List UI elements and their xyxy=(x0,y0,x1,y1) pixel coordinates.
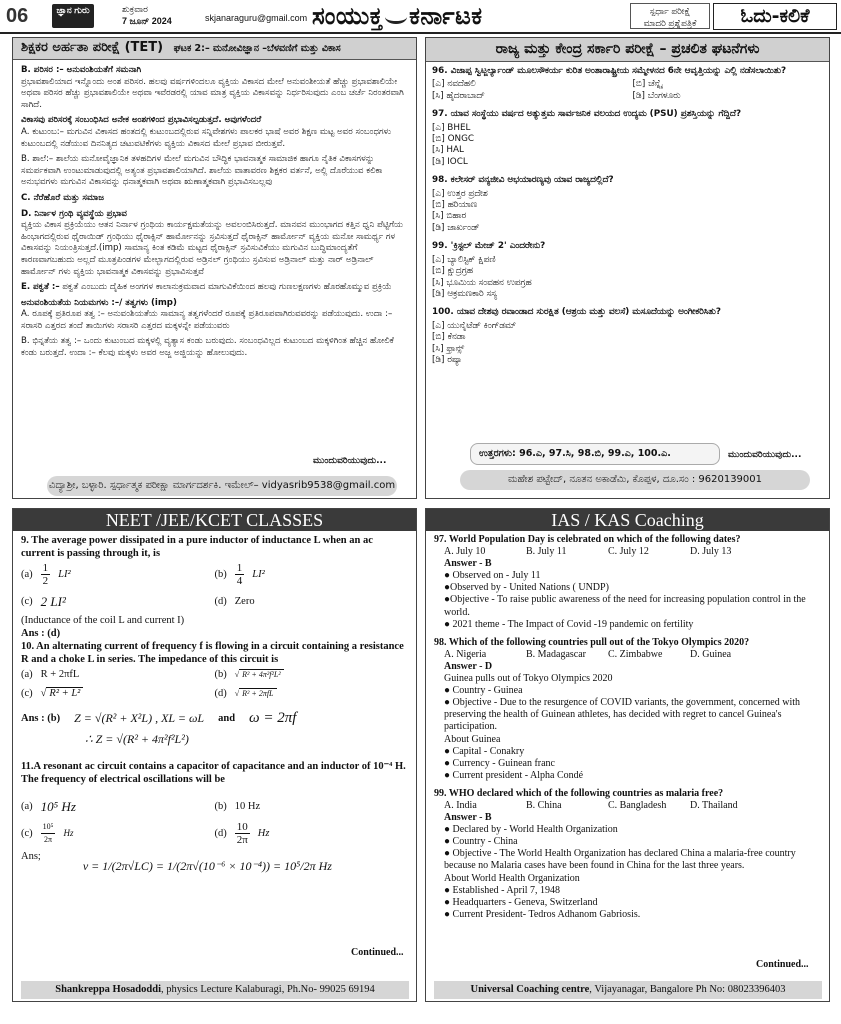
question-options xyxy=(434,649,821,661)
explanation-line: ● Observed on - July 11 xyxy=(444,570,541,582)
numerator: 10 xyxy=(236,821,248,833)
option: [ಸಿ] ಬಿಹಾರ xyxy=(432,211,467,222)
option: [ಎ] ಉತ್ತರ ಪ್ರದೇಶ xyxy=(432,188,488,199)
question-options xyxy=(21,668,408,681)
option: [ಡಿ] ಆಕ್ರಮಣಕಾರಿ ಸಸ್ಯ xyxy=(432,288,498,299)
equation: Z = √(R² + X²L) , XL = ωL xyxy=(74,711,205,725)
answer-derivation xyxy=(21,712,408,725)
tet-paragraph xyxy=(21,336,408,359)
paragraph-heading: C. ನೆರೆಹೊರೆ ಮತ್ತು ಸಮಾಜ xyxy=(21,192,104,203)
continued-note: Continued... xyxy=(756,959,809,970)
continued-note: Continued... xyxy=(351,947,404,958)
option: [ಬಿ] ಕ್ಷುದ್ರಗ್ರಹ xyxy=(432,266,473,277)
option-text: R + 2πfL xyxy=(40,669,80,680)
paragraph-text: A. ರೂಪಕ್ಕೆ ಪ್ರತಿರೂಪ ತತ್ವ :– ಅನುವಂಶಿಯತೆಯ ಸಾಮಾನ್ಯ ತತ್ವಗಳೆಂದರೆ ರೂಪಕ್ಕೆ ಪ್ರತಿರೂಪವಾಗಿರುವವರನ್ನು ಪಡೆಯುವುದು. ಉದಾ :– ಸರಾಸರಿ ಎತ್ತರದ ತಂದೆ ತಾಯಿಗಳು ಸರಾಸರಿ ಎತ್ತರದ ಮಕ್ಕಳನ್ನೇ ಪಡೆಯುವರು xyxy=(21,309,393,331)
equation: ω = 2πf xyxy=(249,710,297,726)
author-details: , physics Lecture Kalaburagi, Ph.No- 99025 69194 xyxy=(160,984,375,995)
paragraph-heading: E. ಪಕ್ವತೆ :– xyxy=(21,282,60,293)
option-label: (c) xyxy=(21,688,33,699)
option: [ಡಿ] ಜಾರ್ಖಂಡ್ xyxy=(432,222,480,233)
option: [ಎ] ಬ್ಯಾಲಿಸ್ಟಿಕ್ ಕ್ಷಿಪಣಿ xyxy=(432,254,496,265)
ias-question xyxy=(434,534,821,631)
ias-question xyxy=(434,788,821,921)
emblem-icon xyxy=(385,10,407,24)
option xyxy=(215,562,409,587)
option: [ಎ] BHEL xyxy=(432,122,471,133)
paragraph-text: B. ಶಾಲೆ:– ಶಾಲೆಯ ಮನೋವೈಜ್ಞಾನಿಕ ತಳಹದಿಗಳ ಮೇಲೆ ಮಗುವಿನ ಬೌದ್ಧಿಕ ಭಾವನಾತ್ಮಕ ಸಾಮಾಜಿಕ ಹಾಗೂ ನೈತಿಕ ವಿಕಾಸಗಳನ್ನು ಸಮರ್ಪಕವಾಗಿ ಉಂಟುಮಾಡುವುದಲ್ಲಿ ಅತ್ಯಂತ ಪ್ರಭಾವಶಾಲಿಯಾಗಿದೆ. ಶಾಲೆಯ ವಾತಾವರಣ ಶಿಕ್ಷಕರ ವರ್ತನೆ, ಅಲ್ಲಿ ದೊರೆಯುವ ಕಲಿಕಾ ಅನುಭವಗಳು ಮಗುವಿನ ವಿಕಾಸವನ್ನು ಧನಾತ್ಮಕವಾಗಿ ಅಥವಾ ಋಣಾತ್ಮಕವಾಗಿ ಪ್ರಭಾವಿಸಬಲ್ಲವು xyxy=(21,154,383,188)
fraction xyxy=(235,562,245,587)
math-expression: 2 LI² xyxy=(40,594,66,609)
option: A. Nigeria xyxy=(444,648,487,660)
question-text: 11.A resonant ac circuit contains a capacitor of capacitance and an inductor of 10⁻⁴ H. The frequency of electrical oscillations will be xyxy=(21,761,406,785)
option-label: (a) xyxy=(21,569,33,580)
question-text: 99. 'ಕ್ರಿಸ್ಟಲ್ ಮೇಜ್ 2' ಎಂದರೇನು? xyxy=(432,241,546,252)
paragraph-text: B. ಭಿನ್ನತೆಯ ತತ್ವ :– ಒಂದು ಕುಟುಂಬದ ಮಕ್ಕಳಲ್ಲಿ ವ್ಯತ್ಯಾಸ ಕಂಡು ಬರುವುದು. ಸಂಬಂಧವಿಲ್ಲದ ಕುಟುಂಬದ ಮಕ್ಕಳಿಗಿಂತ ಹೆಚ್ಚಿನ ಹೋಲಿಕೆ ಕಂಡು ಬರುತ್ತದೆ. ಉದಾ :– ಕೆಲವು ಮಕ್ಕಳು ಅವರ ಅಜ್ಜ ಅಜ್ಜಿಯನ್ನು ಹೋಲುವುದು. xyxy=(21,336,394,359)
option-text: Zero xyxy=(234,596,255,607)
option xyxy=(21,821,215,846)
neet-question-list xyxy=(13,531,416,971)
fraction xyxy=(235,821,250,846)
question-options xyxy=(434,800,821,812)
question-text: 100. ಯಾವ ದೇಶವು ರವಾಂಡಾದ ಸುರಕ್ಷಿತ (ಆಶ್ರಯ ಮತ್ತು ವಲಸೆ) ಮಸೂದೆಯನ್ನು ಅಂಗೀಕರಿಸಿತು? xyxy=(432,307,721,318)
option: C. Zimbabwe xyxy=(608,648,663,660)
explanation-line: ● Capital - Conakry xyxy=(444,745,525,757)
question-note: (Inductance of the coil L and current I) xyxy=(21,615,185,626)
question-text: 98. Which of the following countries pull out of the Tokyo Olympics 2020? xyxy=(434,636,750,648)
gk-question-list xyxy=(426,62,829,366)
supplement-tag xyxy=(630,3,710,29)
masthead-email: skjanaraguru@gmail.com xyxy=(205,13,308,23)
question-options xyxy=(432,123,823,169)
explanation-line: ● Country - China xyxy=(444,836,518,848)
newspaper-name xyxy=(312,2,483,30)
paragraph-text: A. ಕುಟುಂಬ:– ಮಗುವಿನ ವಿಕಾಸದ ಹಂತದಲ್ಲಿ ಕುಟುಂಬದಲ್ಲಿರುವ ಸನ್ನಿವೇಶಗಳು ಪಾಲಕರ ಭಾಷೆ ಅವರ ಶಿಕ್ಷಣ ಮಟ್ಟ ಅವರ ಸಂಬಂಧಗಳು ಕುಟುಂಬದಲ್ಲಿ ನಡೆಯುವ ದಿನನಿತ್ಯದ ಚಟುವಟಿಕೆಗಳು ವ್ಯಕ್ತಿಯ ವಿಕಾಸದ ಮೇಲೆ ಪ್ರಭಾವ ಬೀರುತ್ತವೆ. xyxy=(21,126,392,149)
math-expression: LI² xyxy=(252,569,265,580)
answer-label: Ans; xyxy=(21,851,41,862)
option: [ಬಿ] ಚೆನ್ನೈ xyxy=(632,79,663,90)
tet-section xyxy=(12,37,417,499)
option: [ಬಿ] ONGC xyxy=(432,134,475,145)
denominator: 2 xyxy=(42,575,49,587)
option xyxy=(21,562,215,587)
option xyxy=(215,821,409,846)
math-expression: LI² xyxy=(58,569,71,580)
explanation-line: ● Objective - Due to the resurgence of COVID variants, the government, concerned with preserving the health of Guinean athletes, has decided with regret to cancel Guinea's participation. xyxy=(444,697,801,733)
author-details: , Vijayanagar, Bangalore Ph No: 08023396403 xyxy=(589,984,786,995)
tet-paragraph xyxy=(21,193,408,205)
fraction xyxy=(41,562,51,587)
equation-connector: and xyxy=(218,713,236,724)
option-label: (d) xyxy=(214,688,227,699)
explanation-line: ● Current President- Tedros Adhanom Gabriosis. xyxy=(444,908,641,920)
tet-author-credit: ವಿದ್ಯಾಶ್ರೀ, ಬಳ್ಳಾರಿ. ಸ್ಪರ್ಧಾತ್ಮಕ ಪರೀಕ್ಷಾ ಮಾರ್ಗದರ್ಶಕಿ. ಇಮೇಲ್– vidyasrib9538@gmail.com xyxy=(47,476,397,496)
numerator: 1 xyxy=(42,562,49,574)
explanation-line: ● Country - Guinea xyxy=(444,685,523,697)
tet-header xyxy=(13,38,416,60)
answer: Answer - B xyxy=(444,812,492,824)
question-text: 97. ಯಾವ ಸಂಸ್ಥೆಯು ವರ್ಷದ ಅತ್ಯುತ್ತಮ ಸಾರ್ವಜನಿಕ ವಲಯದ ಉದ್ಯಮ (PSU) ಪ್ರಶಸ್ತಿಯನ್ನು ಗೆದ್ದಿದೆ? xyxy=(432,109,742,120)
question-text: 9. The average power dissipated in a pure inductor of inductance L when an ac current is passing through it, is xyxy=(21,535,373,559)
question-text: 99. WHO declared which of the following countries as malaria free? xyxy=(434,787,724,799)
gk-question xyxy=(432,109,823,168)
option-label: (d) xyxy=(214,828,227,839)
explanation-line: Guinea pulls out of Tokyo Olympics 2020 xyxy=(444,673,613,685)
denominator: 2π xyxy=(44,835,53,844)
paragraph-heading: ವಿಕಾಸವು ಪರಿಸರಕ್ಕೆ ಸಂಬಂಧಿಸಿದ ಅನೇಕ ಅಂಶಗಳಿಂದ ಪ್ರಭಾವಿಸಲ್ಪಡುತ್ತದೆ. ಅವುಗಳೆಂದರೆ xyxy=(21,115,262,126)
radicand: R² + 2πfL xyxy=(239,688,276,698)
gk-answers: ಉತ್ತರಗಳು: 96.ಎ, 97.ಸಿ, 98.ಬಿ, 99.ಎ, 100.ಎ. xyxy=(470,443,720,465)
option: [ಎ] ನವದೆಹಲಿ xyxy=(432,79,476,90)
option-label: (a) xyxy=(21,669,33,680)
question-options xyxy=(21,821,408,846)
tet-paragraph xyxy=(21,115,408,150)
option: D. Thailand xyxy=(690,799,738,811)
option: [ಡಿ] ರಷ್ಯಾ xyxy=(432,354,463,365)
question-options xyxy=(21,800,408,813)
paragraph-heading: B. ಪರಿಸರ :– ಅನುವಂಶಿಯತೆಗೆ ಸಮನಾಗಿ xyxy=(21,65,142,75)
unit: Hz xyxy=(63,828,74,838)
option: B. China xyxy=(526,799,562,811)
option-label: (d) xyxy=(214,596,227,607)
paragraph-text: ಪಕ್ವತೆ ಎಂಬುದು ದೈಹಿಕ ಅಂಗಗಳ ಕಾಲಾನುಕ್ರಮವಾದ ಮಾಗುವಿಕೆಯಿಂದ ಹಲವು ಗುಣಲಕ್ಷಣಗಳು ಹೊರಹೊಮ್ಮುವ ಪ್ರಕ್ರಿಯೆ xyxy=(62,282,392,293)
answer: Answer - D xyxy=(444,660,493,672)
explanation-line: About Guinea xyxy=(444,733,501,745)
gk-question xyxy=(432,307,823,366)
option: B. July 11 xyxy=(526,546,567,558)
numerator: 1 xyxy=(236,562,243,574)
option xyxy=(21,800,215,813)
neet-section xyxy=(12,508,417,1002)
tet-paragraph xyxy=(21,154,408,189)
math-expression: √ R² + 4π²f²L² xyxy=(235,668,284,681)
numerator: 10⁵ xyxy=(41,821,56,834)
tet-paragraph xyxy=(21,209,408,279)
supplement-line-1: ಸ್ಪರ್ಧಾ ಪರೀಕ್ಷೆ xyxy=(649,6,691,16)
paragraph-text: ವ್ಯಕ್ತಿಯ ವಿಕಾಸ ಪ್ರಕ್ರಿಯೆಯು ಆತನ ನಿರ್ನಾಳ ಗ್ರಂಥಿಯ ಕಾರ್ಯಕ್ಷಮತೆಯನ್ನು ಅವಲಂಬಿಸಿರುತ್ತದೆ. ಮಾನವನ ಮುಂಭಾಗದ ಕತ್ತಿನ ಧ್ವನಿ ಪೆಟ್ಟಿಗೆಯ ಹಿಂಭಾಗದಲ್ಲಿರುವ ಥೈರಾಯಿಡ್ ಗ್ರಂಥಿಯು ಥೈರಾಕ್ಸಿನ್ ಹಾರ್ಮೋನನ್ನು ಸ್ರವಿಸುತ್ತದೆ ಥೈರಾಕ್ಸಿನ್ ಹಾರ್ಮೋನ್ ವ್ಯಕ್ತಿಯ ಮನೋ ಸಾಮರ್ಥ್ಯ ಗಳ ವಿಕಾಸವನ್ನು ನಿಯಂತ್ರಿಸುತ್ತದೆ.(imp) ಸಾಮಾನ್ಯ ಕಿಂತ ಕಡಿಮೆ ಮಟ್ಟದ ಥೈರಾಕ್ಸಿನ್ ಸ್ರವಿಸುವಿಕೆಯು ಮಗುವಿನ ಬುದ್ಧಿಮಾಂದ್ಯತೆಗೆ ಕಾರಣವಾಗಬಹುದು ಅಲ್ಲದೆ ಮೂತ್ರಪಿಂಡಗಳ ಮೇಲ್ಭಾಗದಲ್ಲಿರುವ ಅಡ್ರಿನಲ್ ಗ್ರಂಥಿಯು ಸ್ರವಿಸುವ ಅಡ್ರಿನಾಲ್ ಮತ್ತು ನಾರ್ ಅಡ್ರಿನಾಲ್ ಹಾರ್ಮೋನ್ ಗಳು ವ್ಯಕ್ತಿಯ ಭಾವನಾತ್ಮಕ ವಿಕಾಸವನ್ನು ಪ್ರಭಾವಿಸುತ್ತವೆ xyxy=(21,220,404,277)
radicand: R² + 4π²f²L² xyxy=(239,669,284,679)
explanation-line: ● Headquarters - Geneva, Switzerland xyxy=(444,896,598,908)
section-logo: ಜ್ಞಾನ ಗುರು xyxy=(52,4,94,28)
question-options xyxy=(21,595,408,608)
explanation-line: ● Currency - Guinean franc xyxy=(444,757,555,769)
question-options xyxy=(21,687,408,700)
option xyxy=(21,595,215,608)
gk-title: ರಾಜ್ಯ ಮತ್ತು ಕೇಂದ್ರ ಸರ್ಕಾರಿ ಪರೀಕ್ಷೆ – ಪ್ರಚಲಿತ ಘಟನೆಗಳು xyxy=(426,38,829,62)
issue-date: 7 ಜೂನ್ 2024 xyxy=(122,16,172,26)
math-expression: √ R² + 2πfL xyxy=(235,687,277,700)
option: A. July 10 xyxy=(444,546,486,558)
question-options xyxy=(432,79,823,102)
option: [ಡಿ] IOCL xyxy=(432,156,468,167)
gk-author-credit: ಮಹೇಶ ಪಟ್ಟೇದ್, ನೂತನ ಅಕಾಡೆಮಿ, ಕೊಪ್ಪಳ, ದೂ.ಸಂ : 9620139001 xyxy=(460,470,810,490)
option: C. July 12 xyxy=(608,546,649,558)
option: A. India xyxy=(444,799,477,811)
option-label: (c) xyxy=(21,596,33,607)
option: [ಎ] ಯುನೈಟೆಡ್ ಕಿಂಗ್‌ಡಮ್ xyxy=(432,320,517,331)
gk-section xyxy=(425,37,830,499)
tet-paragraph xyxy=(21,282,408,294)
option-text: 10 Hz xyxy=(234,801,261,812)
paragraph-heading: D. ನಿರ್ನಾಳ ಗ್ರಂಥಿ ವ್ಯವಸ್ಥೆಯ ಪ್ರಭಾವ xyxy=(21,208,127,219)
tet-paragraph xyxy=(21,298,408,333)
equation: ∴ Z = √(R² + 4π²f²L²) xyxy=(85,732,189,746)
option: [ಸಿ] HAL xyxy=(432,145,464,156)
supplement-line-2: ಮಾದರಿ ಪ್ರಶ್ನೆಪತ್ರಿಕೆ xyxy=(643,18,697,28)
option: B. Madagascar xyxy=(526,648,586,660)
neet-author-credit xyxy=(21,981,409,999)
option: [ಸಿ] ಭೂಮಿಯ ಸಂವಹನ ಉಪಗ್ರಹ xyxy=(432,277,532,288)
tet-article-body xyxy=(13,60,416,360)
option: [ಬಿ] ಹರಿಯಾಣ xyxy=(432,200,478,211)
supplement-title: ಓದು-ಕಲಿಕೆ xyxy=(713,3,837,30)
gk-question xyxy=(432,241,823,300)
question-options xyxy=(434,546,821,558)
question-text: 97. World Population Day is celebrated on which of the following dates? xyxy=(434,534,741,545)
option xyxy=(215,668,409,681)
ias-question xyxy=(434,637,821,782)
continued-note: ಮುಂದುವರಿಯುವುದು... xyxy=(728,450,802,460)
answer-derivation xyxy=(21,850,408,873)
explanation-line: ● 2021 theme - The Impact of Covid -19 pandemic on fertility xyxy=(444,618,694,630)
explanation-line: ● Established - April 7, 1948 xyxy=(444,884,561,896)
newspaper-name-part2: ಕರ್ನಾಟಕ xyxy=(409,2,483,30)
newspaper-name-part1: ಸಂಯುಕ್ತ xyxy=(312,2,384,30)
question-options xyxy=(432,255,823,301)
option xyxy=(215,800,409,813)
tet-title: ಶಿಕ್ಷಕರ ಅರ್ಹತಾ ಪರೀಕ್ಷೆ (TET) xyxy=(21,40,164,55)
masthead xyxy=(0,0,841,34)
option-label: (b) xyxy=(214,801,227,812)
denominator: 2π xyxy=(236,834,248,846)
option xyxy=(215,595,409,608)
paragraph-heading: ಅನುವಂಶಿಯತೆಯ ನಿಯಮಗಳು :–/ ತತ್ವಗಳು (imp) xyxy=(21,297,177,308)
option: [ಸಿ] ಹೈದರಾಬಾದ್ xyxy=(432,90,485,101)
option: [ಸಿ] ಫ್ರಾನ್ಸ್ xyxy=(432,343,465,354)
option xyxy=(215,687,409,700)
question-options xyxy=(21,562,408,587)
question-text: 98. ಕಲೇಸರ್ ವನ್ಯಜೀವಿ ಅಭಯಾರಣ್ಯವು ಯಾವ ರಾಜ್ಯದಲ್ಲಿದೆ? xyxy=(432,175,614,186)
question-text: 96. ವಿಜಾಪ್ಪ ಸ್ವಿಟ್ಜರ್ಲ್ಯಾಂಡ್ ಮೂಲಸೌಕರ್ಯ ಕುರಿತ ಅಂತಾರಾಷ್ಟ್ರೀಯ ಸಮ್ಮೇಳನದ 6ನೇ ಆವೃತ್ತಿಯನ್ನು ಎಲ್ಲಿ ನಡೆಸಲಾಯಿತು? xyxy=(432,66,787,76)
author-name: Universal Coaching centre xyxy=(470,984,590,995)
explanation-line: ● Declared by - World Health Organization xyxy=(444,824,618,836)
ias-author-credit xyxy=(434,981,822,999)
unit: Hz xyxy=(257,828,270,839)
author-name: Shankreppa Hosadoddi xyxy=(55,984,161,995)
denominator: 4 xyxy=(236,575,243,587)
option: [ಡಿ] ಬೆಂಗಳೂರು xyxy=(632,90,681,101)
tet-paragraph xyxy=(21,65,408,111)
explanation-line: ●Observed by - United Nations ( UNDP) xyxy=(444,582,609,594)
option: C. Bangladesh xyxy=(608,799,667,811)
gk-question xyxy=(432,66,823,102)
issue-day: ಶುಕ್ರವಾರ xyxy=(122,4,148,14)
answer: Answer - B xyxy=(444,558,492,570)
math-expression: √ R² + L² xyxy=(41,687,84,700)
paragraph-text: ಪ್ರಭಾವಶಾಲಿಯಾದ ಇನ್ನೊಂದು ಅಂಶ ಪರಿಸರ. ಹಲವು ವರ್ಷಗಳಿಂದಲೂ ವ್ಯಕ್ತಿಯ ವಿಕಾಸದ ಮೇಲೆ ಅನುವಂಶೀಯತೆ ಹೆಚ್ಚು ಪ್ರಭಾವಶಾಲಿಯೇ ಅಥವಾ ಪರಿಸರ ಹೆಚ್ಚು ಪ್ರಭಾವಶಾಲಿಯೇ ಅಥವಾ ಇವೆರಡರಲ್ಲಿ ಯಾವ ಮಾತ್ರ ವ್ಯಕ್ತಿಯ ವಿಕಾಸವನ್ನು ನಿರ್ಧರಿಸುವುದು ಎಂಬ ಚರ್ಚೆ ನಿರಂತರವಾಗಿ ಸಾಗಿದೆ. xyxy=(21,76,404,110)
ias-question-list xyxy=(426,531,829,921)
option: D. Guinea xyxy=(690,648,732,660)
radicand: R² + L² xyxy=(46,687,83,699)
gk-question xyxy=(432,175,823,234)
ias-section xyxy=(425,508,830,1002)
ias-title: IAS / KAS Coaching xyxy=(426,509,829,531)
continued-note: ಮುಂದುವರಿಯುವುದು... xyxy=(313,456,387,466)
answer: Ans : (b) xyxy=(21,713,61,724)
page-number: 06 xyxy=(6,5,29,27)
question-options xyxy=(432,189,823,235)
explanation-line: About World Health Organization xyxy=(444,872,580,884)
tet-subtitle: ಘಟಕ 2:– ಮನೋವಿಜ್ಞಾನ –ಬೆಳವಣಿಗೆ ಮತ್ತು ವಿಕಾಸ xyxy=(173,43,341,54)
math-expression: 10⁵ Hz xyxy=(40,799,76,814)
option xyxy=(21,668,215,681)
question-options xyxy=(432,321,823,367)
option-label: (b) xyxy=(214,569,227,580)
option-label: (a) xyxy=(21,801,33,812)
option-label: (b) xyxy=(214,669,227,680)
equation: ν = 1/(2π√LC) = 1/(2π√(10⁻⁶ × 10⁻⁴)) = 10⁵/2π Hz xyxy=(82,859,332,873)
explanation-line: ●Objective - To raise public awareness of the need for increasing population control in the world. xyxy=(444,594,806,618)
option: [ಬಿ] ಕೆನಡಾ xyxy=(432,332,466,343)
question-text: 10. An alternating current of frequency f is flowing in a circuit containing a resistance R and a choke L in series. The impedance of this circuit is xyxy=(21,641,404,665)
option-label: (c) xyxy=(21,828,33,839)
option xyxy=(21,687,215,700)
explanation-line: ● Objective - The World Health Organization has declared China a malaria-free country because no Malaria cases have been found in China for the last three years. xyxy=(444,848,796,872)
explanation-line: ● Current president - Alpha Condé xyxy=(444,769,584,781)
neet-title: NEET /JEE/KCET CLASSES xyxy=(13,509,416,531)
answer: Ans : (d) xyxy=(21,628,61,639)
fraction xyxy=(41,821,56,846)
option: D. July 13 xyxy=(690,546,732,558)
